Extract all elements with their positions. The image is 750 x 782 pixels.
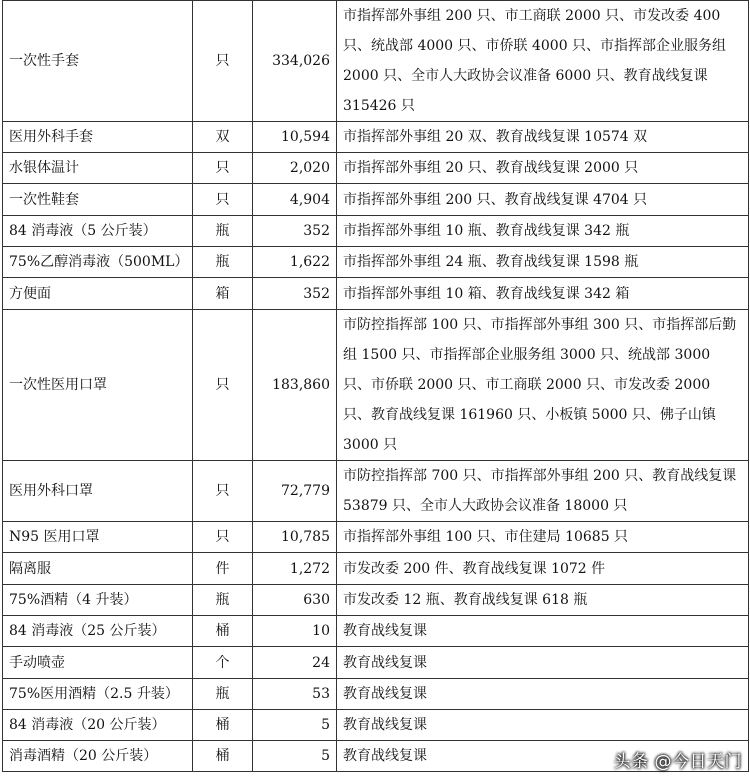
quantity-cell: 5: [253, 741, 337, 772]
table-row: [3, 679, 749, 710]
table-row: [3, 461, 749, 522]
unit-cell: 个: [193, 647, 253, 679]
quantity-cell: 2,020: [253, 153, 337, 184]
table-row: [3, 184, 749, 216]
quantity-cell: 24: [253, 647, 337, 679]
item-name-cell: N95 医用口罩: [3, 522, 193, 553]
item-name-cell: 一次性鞋套: [3, 184, 193, 216]
allocation-cell: 市指挥部外事组 20 双、教育战线复课 10574 双: [337, 122, 749, 153]
item-name-cell: 一次性手套: [3, 1, 193, 122]
allocation-cell: 市防控指挥部 700 只、市指挥部外事组 200 只、教育战线复课 53879 只、全市人大政协会议准备 18000 只: [337, 461, 749, 522]
quantity-cell: 10,594: [253, 122, 337, 153]
table-row: [3, 616, 749, 647]
unit-cell: 桶: [193, 741, 253, 772]
unit-cell: 只: [193, 153, 253, 184]
unit-cell: 双: [193, 122, 253, 153]
item-name-cell: 隔离服: [3, 553, 193, 585]
table-row: [3, 710, 749, 741]
table-row: [3, 522, 749, 553]
allocation-cell: 市防控指挥部 100 只、市指挥部外事组 300 只、市指挥部后勤组 1500 只、市指挥部企业服务组 3000 只、统战部 3000 只、市侨联 2000 只、市工商联 2000 只、市发改委 2000 只、教育战线复课 161960 只、小板镇 5000 只、佛子山镇 3000 只: [337, 310, 749, 461]
item-name-cell: 消毒酒精（20 公斤装）: [3, 741, 193, 772]
unit-cell: 桶: [193, 710, 253, 741]
quantity-cell: 4,904: [253, 184, 337, 216]
supplies-distribution-table: [2, 0, 749, 772]
quantity-cell: 1,272: [253, 553, 337, 585]
table-row: [3, 247, 749, 278]
table-row: [3, 585, 749, 616]
allocation-cell: 市发改委 12 瓶、教育战线复课 618 瓶: [337, 585, 749, 616]
quantity-cell: 5: [253, 710, 337, 741]
allocation-cell: 市发改委 200 件、教育战线复课 1072 件: [337, 553, 749, 585]
table-body: [3, 1, 749, 772]
allocation-cell: 市指挥部外事组 100 只、市住建局 10685 只: [337, 522, 749, 553]
quantity-cell: 352: [253, 278, 337, 310]
item-name-cell: 医用外科口罩: [3, 461, 193, 522]
watermark: 头条 @今日天门: [613, 752, 742, 772]
table-row: [3, 122, 749, 153]
item-name-cell: 75%乙醇消毒液（500ML）: [3, 247, 193, 278]
item-name-cell: 医用外科手套: [3, 122, 193, 153]
allocation-cell: 市指挥部外事组 200 只、教育战线复课 4704 只: [337, 184, 749, 216]
unit-cell: 只: [193, 1, 253, 122]
unit-cell: 只: [193, 310, 253, 461]
allocation-cell: 市指挥部外事组 10 箱、教育战线复课 342 箱: [337, 278, 749, 310]
unit-cell: 瓶: [193, 679, 253, 710]
quantity-cell: 53: [253, 679, 337, 710]
item-name-cell: 方便面: [3, 278, 193, 310]
item-name-cell: 84 消毒液（5 公斤装）: [3, 216, 193, 247]
quantity-cell: 334,026: [253, 1, 337, 122]
unit-cell: 只: [193, 461, 253, 522]
allocation-cell: 教育战线复课: [337, 710, 749, 741]
quantity-cell: 352: [253, 216, 337, 247]
unit-cell: 瓶: [193, 585, 253, 616]
unit-cell: 瓶: [193, 247, 253, 278]
item-name-cell: 84 消毒液（25 公斤装）: [3, 616, 193, 647]
item-name-cell: 一次性医用口罩: [3, 310, 193, 461]
quantity-cell: 630: [253, 585, 337, 616]
allocation-cell: 教育战线复课: [337, 616, 749, 647]
table-row: [3, 278, 749, 310]
item-name-cell: 手动喷壶: [3, 647, 193, 679]
unit-cell: 只: [193, 522, 253, 553]
item-name-cell: 84 消毒液（20 公斤装）: [3, 710, 193, 741]
unit-cell: 只: [193, 184, 253, 216]
item-name-cell: 75%医用酒精（2.5 升装）: [3, 679, 193, 710]
table-row: [3, 647, 749, 679]
item-name-cell: 75%酒精（4 升装）: [3, 585, 193, 616]
quantity-cell: 183,860: [253, 310, 337, 461]
quantity-cell: 10: [253, 616, 337, 647]
table-row: [3, 153, 749, 184]
quantity-cell: 72,779: [253, 461, 337, 522]
unit-cell: 桶: [193, 616, 253, 647]
allocation-cell: 市指挥部外事组 10 瓶、教育战线复课 342 瓶: [337, 216, 749, 247]
quantity-cell: 10,785: [253, 522, 337, 553]
allocation-cell: 市指挥部外事组 20 只、教育战线复课 2000 只: [337, 153, 749, 184]
table-row: [3, 553, 749, 585]
item-name-cell: 水银体温计: [3, 153, 193, 184]
allocation-cell: 教育战线复课: [337, 679, 749, 710]
allocation-cell: 教育战线复课: [337, 741, 749, 772]
table-row: [3, 310, 749, 461]
allocation-cell: 教育战线复课: [337, 647, 749, 679]
quantity-cell: 1,622: [253, 247, 337, 278]
table-row: [3, 216, 749, 247]
table-row: [3, 1, 749, 122]
unit-cell: 瓶: [193, 216, 253, 247]
allocation-cell: 市指挥部外事组 200 只、市工商联 2000 只、市发改委 400 只、统战部 4000 只、市侨联 4000 只、市指挥部企业服务组 2000 只、全市人大政协会议准备 6000 只、教育战线复课 315426 只: [337, 1, 749, 122]
allocation-cell: 市指挥部外事组 24 瓶、教育战线复课 1598 瓶: [337, 247, 749, 278]
unit-cell: 件: [193, 553, 253, 585]
unit-cell: 箱: [193, 278, 253, 310]
